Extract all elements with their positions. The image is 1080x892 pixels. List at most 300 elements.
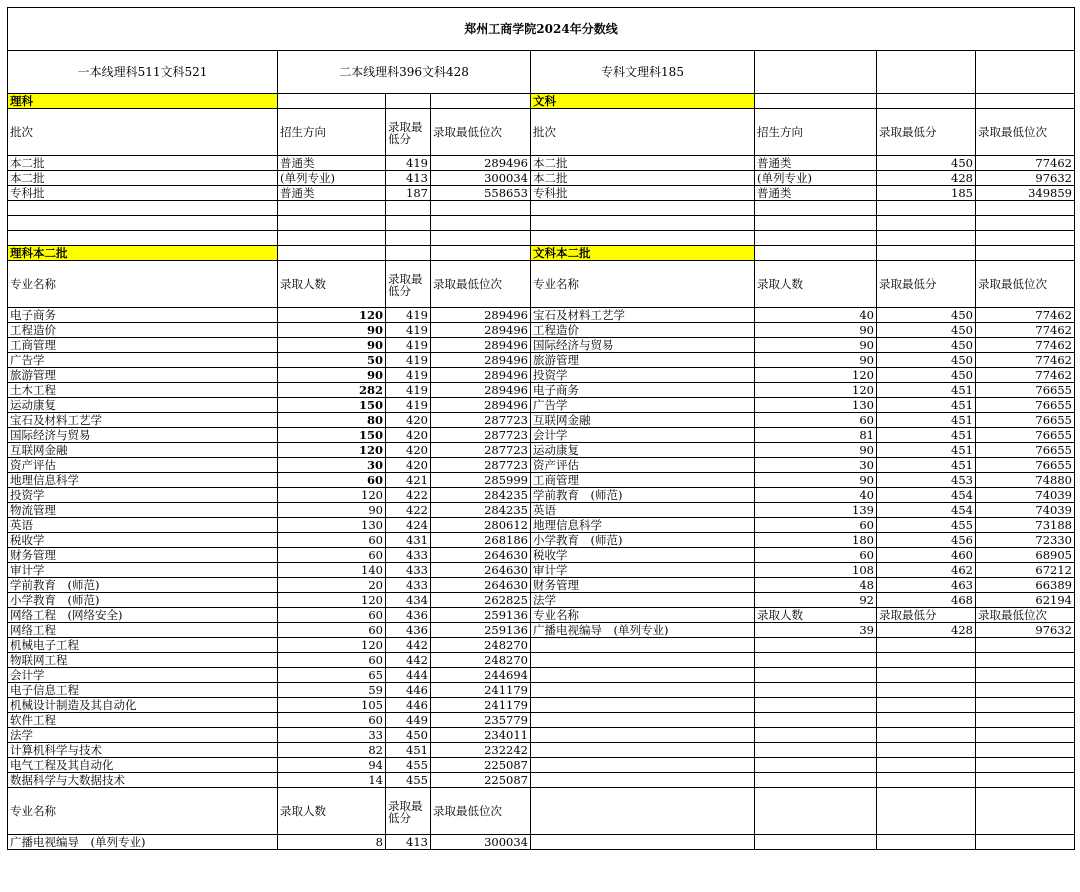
value-cell: 289496 <box>431 308 531 323</box>
value-cell: 30 <box>755 458 877 473</box>
score-cell: 187 <box>386 186 431 201</box>
value-cell: 259136 <box>431 608 531 623</box>
major-row <box>8 488 1075 503</box>
value-cell: 455 <box>877 518 976 533</box>
empty-cell <box>755 758 877 773</box>
name-cell: 税收学 <box>531 548 755 563</box>
value-cell: 62194 <box>976 593 1075 608</box>
name-cell: 运动康复 <box>531 443 755 458</box>
spreadsheet <box>7 7 1075 850</box>
value-cell: 59 <box>278 683 386 698</box>
value-cell: 68905 <box>976 548 1075 563</box>
value-cell: 262825 <box>431 593 531 608</box>
value-cell: 40 <box>755 488 877 503</box>
major-row <box>8 518 1075 533</box>
value-cell: 413 <box>386 835 431 850</box>
empty-cell <box>755 835 877 850</box>
empty-cell <box>976 758 1075 773</box>
value-cell: 248270 <box>431 653 531 668</box>
blank-row <box>8 216 1075 231</box>
major-row <box>8 338 1075 353</box>
empty-cell <box>431 231 531 246</box>
name-cell: 电子商务 <box>531 383 755 398</box>
empty-cell <box>877 835 976 850</box>
name-cell: 机械电子工程 <box>8 638 278 653</box>
name-cell: 财务管理 <box>531 578 755 593</box>
empty-cell <box>431 94 531 109</box>
blank-row <box>8 231 1075 246</box>
batch-row <box>8 171 1075 186</box>
name-cell: 互联网金融 <box>531 413 755 428</box>
name-cell: 互联网金融 <box>8 443 278 458</box>
batch-cell: 本二批 <box>531 171 755 186</box>
column-header: 录取人数 <box>278 261 386 308</box>
value-cell: 287723 <box>431 413 531 428</box>
value-cell: 421 <box>386 473 431 488</box>
rank-cell: 558653 <box>431 186 531 201</box>
empty-cell <box>877 638 976 653</box>
value-cell: 92 <box>755 593 877 608</box>
empty-cell <box>877 246 976 261</box>
name-cell: 电气工程及其自动化 <box>8 758 278 773</box>
direction-cell: 普通类 <box>278 156 386 171</box>
empty-cell <box>877 758 976 773</box>
column-header: 录取最低位次 <box>976 261 1075 308</box>
value-cell: 419 <box>386 338 431 353</box>
batch-cell: 专科批 <box>531 186 755 201</box>
empty-cell <box>755 246 877 261</box>
value-cell: 48 <box>755 578 877 593</box>
value-cell: 180 <box>755 533 877 548</box>
summary-row <box>8 51 1075 94</box>
empty-cell <box>755 683 877 698</box>
value-cell: 419 <box>386 368 431 383</box>
score-cell: 419 <box>386 156 431 171</box>
value-cell: 451 <box>877 383 976 398</box>
value-cell: 76655 <box>976 398 1075 413</box>
empty-cell <box>386 201 431 216</box>
batch-row <box>8 156 1075 171</box>
value-cell: 451 <box>877 443 976 458</box>
value-cell: 225087 <box>431 773 531 788</box>
value-cell: 420 <box>386 458 431 473</box>
name-cell: 工商管理 <box>8 338 278 353</box>
name-cell: 工程造价 <box>531 323 755 338</box>
value-cell: 74039 <box>976 503 1075 518</box>
value-cell: 280612 <box>431 518 531 533</box>
empty-cell <box>877 201 976 216</box>
column-header: 招生方向 <box>755 109 877 156</box>
value-cell: 449 <box>386 713 431 728</box>
value-cell: 284235 <box>431 503 531 518</box>
score-cell: 450 <box>877 156 976 171</box>
empty-cell <box>278 231 386 246</box>
name-cell: 旅游管理 <box>8 368 278 383</box>
value-cell: 81 <box>755 428 877 443</box>
blank-row <box>8 201 1075 216</box>
rank-cell: 300034 <box>431 171 531 186</box>
value-cell: 450 <box>386 728 431 743</box>
value-cell: 241179 <box>431 698 531 713</box>
empty-cell <box>976 683 1075 698</box>
value-cell: 76655 <box>976 413 1075 428</box>
name-cell: 电子商务 <box>8 308 278 323</box>
value-cell: 120 <box>278 638 386 653</box>
name-cell: 地理信息科学 <box>8 473 278 488</box>
name-cell: 计算机科学与技术 <box>8 743 278 758</box>
value-cell: 60 <box>278 623 386 638</box>
value-cell: 420 <box>386 428 431 443</box>
value-cell: 264630 <box>431 563 531 578</box>
score-cell: 185 <box>877 186 976 201</box>
value-cell: 422 <box>386 503 431 518</box>
batch-cell: 本二批 <box>8 171 278 186</box>
column-header: 批次 <box>8 109 278 156</box>
empty-cell <box>976 835 1075 850</box>
section-label: 理科本二批 <box>8 246 278 261</box>
value-cell: 76655 <box>976 428 1075 443</box>
batch-cell: 本二批 <box>8 156 278 171</box>
major-row <box>8 443 1075 458</box>
value-cell: 289496 <box>431 353 531 368</box>
name-cell: 国际经济与贸易 <box>531 338 755 353</box>
column-header: 专业名称 <box>531 608 755 623</box>
name-cell: 税收学 <box>8 533 278 548</box>
column-header: 录取最低位次 <box>431 261 531 308</box>
empty-cell <box>431 201 531 216</box>
value-cell: 436 <box>386 608 431 623</box>
value-cell: 433 <box>386 578 431 593</box>
name-cell: 机械设计制造及其自动化 <box>8 698 278 713</box>
name-cell: 审计学 <box>8 563 278 578</box>
value-cell: 420 <box>386 413 431 428</box>
empty-cell <box>877 668 976 683</box>
major-row <box>8 835 1075 850</box>
name-cell: 财务管理 <box>8 548 278 563</box>
page-title: 郑州工商学院2024年分数线 <box>8 8 1075 51</box>
value-cell: 428 <box>877 623 976 638</box>
major-row <box>8 698 1075 713</box>
empty-cell <box>877 728 976 743</box>
major-row <box>8 563 1075 578</box>
value-cell: 90 <box>278 323 386 338</box>
value-cell: 282 <box>278 383 386 398</box>
value-cell: 454 <box>877 488 976 503</box>
value-cell: 446 <box>386 698 431 713</box>
value-cell: 284235 <box>431 488 531 503</box>
value-cell: 77462 <box>976 308 1075 323</box>
value-cell: 8 <box>278 835 386 850</box>
value-cell: 289496 <box>431 323 531 338</box>
name-cell: 软件工程 <box>8 713 278 728</box>
column-header: 专业名称 <box>8 788 278 835</box>
value-cell: 419 <box>386 308 431 323</box>
empty-cell <box>531 668 755 683</box>
value-cell: 225087 <box>431 758 531 773</box>
major-row <box>8 383 1075 398</box>
major-row <box>8 533 1075 548</box>
name-cell: 英语 <box>8 518 278 533</box>
name-cell: 小学教育 (师范) <box>8 593 278 608</box>
value-cell: 90 <box>755 473 877 488</box>
value-cell: 446 <box>386 683 431 698</box>
empty-cell <box>877 683 976 698</box>
empty-cell <box>386 246 431 261</box>
value-cell: 77462 <box>976 323 1075 338</box>
value-cell: 285999 <box>431 473 531 488</box>
name-cell: 广播电视编导 (单列专业) <box>531 623 755 638</box>
major-row <box>8 758 1075 773</box>
empty-cell <box>976 246 1075 261</box>
column-header: 录取最低分 <box>386 261 431 308</box>
value-cell: 120 <box>278 308 386 323</box>
empty-cell <box>877 773 976 788</box>
value-cell: 235779 <box>431 713 531 728</box>
value-cell: 289496 <box>431 398 531 413</box>
empty-cell <box>531 713 755 728</box>
empty-cell <box>976 773 1075 788</box>
value-cell: 248270 <box>431 638 531 653</box>
empty-cell <box>531 683 755 698</box>
column-header: 专业名称 <box>531 261 755 308</box>
empty-cell <box>976 698 1075 713</box>
empty-cell <box>531 638 755 653</box>
column-header: 批次 <box>531 109 755 156</box>
major-row <box>8 473 1075 488</box>
name-cell: 旅游管理 <box>531 353 755 368</box>
empty-cell <box>755 788 877 835</box>
empty-cell <box>278 246 386 261</box>
summary-tier2: 二本线理科396文科428 <box>278 51 531 94</box>
name-cell: 英语 <box>531 503 755 518</box>
name-cell: 投资学 <box>8 488 278 503</box>
major-row <box>8 623 1075 638</box>
value-cell: 97632 <box>976 623 1075 638</box>
value-cell: 60 <box>755 413 877 428</box>
name-cell: 运动康复 <box>8 398 278 413</box>
value-cell: 259136 <box>431 623 531 638</box>
name-cell: 地理信息科学 <box>531 518 755 533</box>
empty-cell <box>531 773 755 788</box>
major-row <box>8 413 1075 428</box>
value-cell: 289496 <box>431 383 531 398</box>
empty-cell <box>531 758 755 773</box>
name-cell: 会计学 <box>8 668 278 683</box>
value-cell: 442 <box>386 653 431 668</box>
value-cell: 468 <box>877 593 976 608</box>
major-row <box>8 428 1075 443</box>
value-cell: 287723 <box>431 428 531 443</box>
value-cell: 450 <box>877 308 976 323</box>
column-header: 录取最低位次 <box>431 788 531 835</box>
value-cell: 419 <box>386 383 431 398</box>
value-cell: 433 <box>386 548 431 563</box>
empty-cell <box>976 231 1075 246</box>
value-cell: 60 <box>278 713 386 728</box>
value-cell: 60 <box>755 548 877 563</box>
value-cell: 14 <box>278 773 386 788</box>
score-table <box>7 7 1075 850</box>
empty-cell <box>531 743 755 758</box>
empty-cell <box>278 201 386 216</box>
empty-cell <box>976 713 1075 728</box>
value-cell: 431 <box>386 533 431 548</box>
empty-cell <box>386 94 431 109</box>
value-cell: 460 <box>877 548 976 563</box>
major-row <box>8 353 1075 368</box>
section-label: 理科 <box>8 94 278 109</box>
value-cell: 82 <box>278 743 386 758</box>
value-cell: 90 <box>278 338 386 353</box>
name-cell: 工程造价 <box>8 323 278 338</box>
section-label: 文科 <box>531 94 755 109</box>
name-cell: 小学教育 (师范) <box>531 533 755 548</box>
value-cell: 289496 <box>431 368 531 383</box>
direction-cell: (单列专业) <box>755 171 877 186</box>
direction-cell: 普通类 <box>755 186 877 201</box>
value-cell: 420 <box>386 443 431 458</box>
name-cell: 学前教育 (师范) <box>531 488 755 503</box>
value-cell: 451 <box>877 458 976 473</box>
value-cell: 120 <box>755 383 877 398</box>
value-cell: 80 <box>278 413 386 428</box>
name-cell: 网络工程 <box>8 623 278 638</box>
empty-cell <box>976 653 1075 668</box>
name-cell: 宝石及材料工艺学 <box>8 413 278 428</box>
value-cell: 120 <box>278 443 386 458</box>
value-cell: 450 <box>877 323 976 338</box>
value-cell: 120 <box>278 488 386 503</box>
value-cell: 433 <box>386 563 431 578</box>
value-cell: 33 <box>278 728 386 743</box>
value-cell: 77462 <box>976 338 1075 353</box>
value-cell: 244694 <box>431 668 531 683</box>
value-cell: 77462 <box>976 368 1075 383</box>
section-label: 文科本二批 <box>531 246 755 261</box>
empty-cell <box>431 246 531 261</box>
empty-cell <box>531 698 755 713</box>
summary-tier1: 一本线理科511文科521 <box>8 51 278 94</box>
major-row <box>8 308 1075 323</box>
value-cell: 287723 <box>431 443 531 458</box>
empty-cell <box>278 94 386 109</box>
value-cell: 442 <box>386 638 431 653</box>
value-cell: 453 <box>877 473 976 488</box>
empty-cell <box>755 94 877 109</box>
value-cell: 90 <box>278 503 386 518</box>
value-cell: 66389 <box>976 578 1075 593</box>
empty-cell <box>976 638 1075 653</box>
empty-cell <box>877 216 976 231</box>
value-cell: 60 <box>278 548 386 563</box>
value-cell: 90 <box>755 323 877 338</box>
empty-cell <box>531 216 755 231</box>
value-cell: 74880 <box>976 473 1075 488</box>
column-header: 录取最低位次 <box>976 109 1075 156</box>
header-row <box>8 261 1075 308</box>
empty-cell <box>755 713 877 728</box>
rank-cell: 77462 <box>976 156 1075 171</box>
empty-cell <box>976 201 1075 216</box>
column-header: 录取最低分 <box>877 261 976 308</box>
major-row <box>8 548 1075 563</box>
value-cell: 39 <box>755 623 877 638</box>
value-cell: 60 <box>755 518 877 533</box>
name-cell: 国际经济与贸易 <box>8 428 278 443</box>
name-cell: 广告学 <box>8 353 278 368</box>
column-header: 录取最低分 <box>386 788 431 835</box>
value-cell: 451 <box>877 413 976 428</box>
value-cell: 90 <box>278 368 386 383</box>
direction-cell: (单列专业) <box>278 171 386 186</box>
empty-cell <box>877 743 976 758</box>
value-cell: 451 <box>877 428 976 443</box>
major-row <box>8 653 1075 668</box>
value-cell: 60 <box>278 533 386 548</box>
empty-cell <box>877 698 976 713</box>
major-row <box>8 743 1075 758</box>
section-label-row <box>8 94 1075 109</box>
score-cell: 413 <box>386 171 431 186</box>
value-cell: 234011 <box>431 728 531 743</box>
value-cell: 74039 <box>976 488 1075 503</box>
name-cell: 法学 <box>531 593 755 608</box>
empty-cell <box>976 728 1075 743</box>
value-cell: 455 <box>386 758 431 773</box>
empty-cell <box>531 788 755 835</box>
value-cell: 108 <box>755 563 877 578</box>
major-row <box>8 638 1075 653</box>
value-cell: 268186 <box>431 533 531 548</box>
name-cell: 数据科学与大数据技术 <box>8 773 278 788</box>
table-body <box>8 8 1075 850</box>
name-cell: 电子信息工程 <box>8 683 278 698</box>
empty-cell <box>531 653 755 668</box>
value-cell: 105 <box>278 698 386 713</box>
column-header: 招生方向 <box>278 109 386 156</box>
major-row <box>8 458 1075 473</box>
direction-cell: 普通类 <box>755 156 877 171</box>
name-cell: 工商管理 <box>531 473 755 488</box>
value-cell: 300034 <box>431 835 531 850</box>
empty-cell <box>755 743 877 758</box>
rank-cell: 289496 <box>431 156 531 171</box>
empty-cell <box>755 231 877 246</box>
value-cell: 451 <box>877 398 976 413</box>
empty-cell <box>278 216 386 231</box>
empty-cell <box>431 216 531 231</box>
value-cell: 30 <box>278 458 386 473</box>
name-cell: 土木工程 <box>8 383 278 398</box>
value-cell: 419 <box>386 323 431 338</box>
value-cell: 419 <box>386 398 431 413</box>
column-header: 专业名称 <box>8 261 278 308</box>
name-cell: 物联网工程 <box>8 653 278 668</box>
major-row <box>8 728 1075 743</box>
value-cell: 120 <box>278 593 386 608</box>
empty-cell <box>755 638 877 653</box>
value-cell: 72330 <box>976 533 1075 548</box>
value-cell: 77462 <box>976 353 1075 368</box>
rank-cell: 349859 <box>976 186 1075 201</box>
value-cell: 450 <box>877 368 976 383</box>
empty-cell <box>755 773 877 788</box>
value-cell: 130 <box>755 398 877 413</box>
empty-cell <box>531 835 755 850</box>
empty-cell <box>755 728 877 743</box>
name-cell: 审计学 <box>531 563 755 578</box>
column-header: 录取人数 <box>755 261 877 308</box>
